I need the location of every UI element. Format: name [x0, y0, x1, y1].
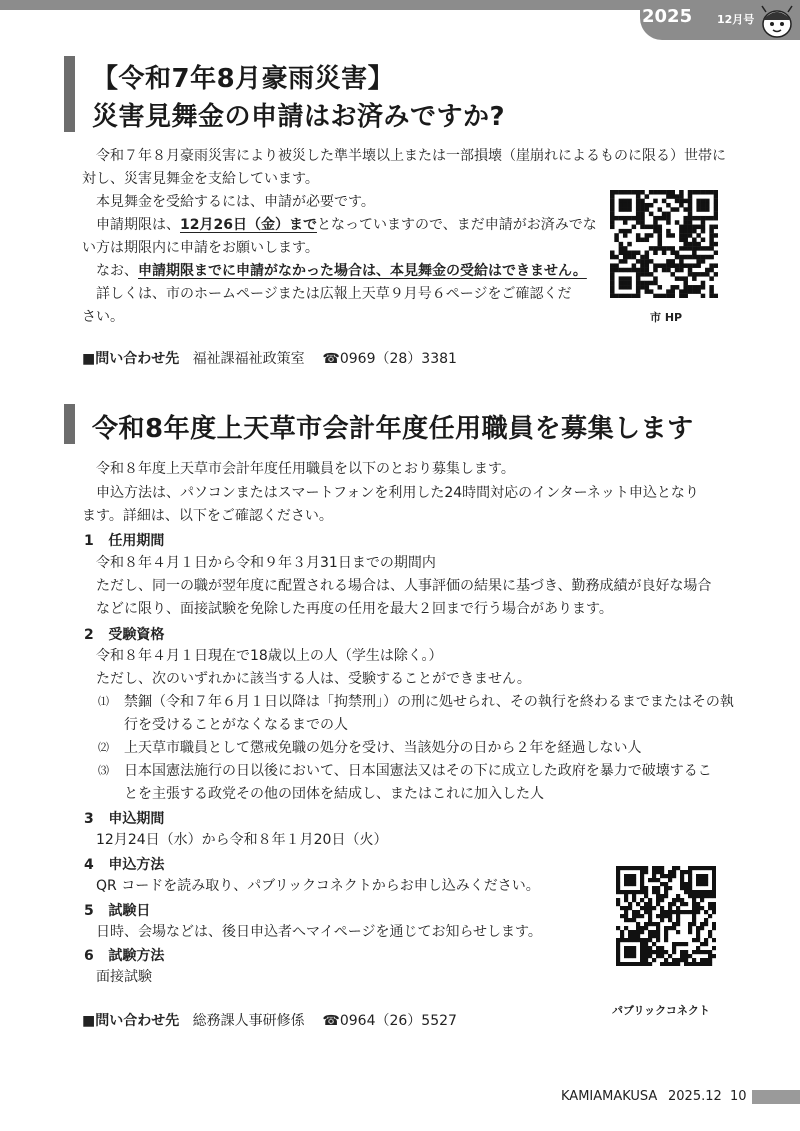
- disq-2-line1: 上天草市職員として懲戒免職の処分を受け、当該処分の日から２年を経過しない人: [124, 740, 642, 756]
- section1-title-line2: 災害見舞金の申請はお済みですか?: [92, 102, 506, 132]
- footer-bar: [752, 1090, 800, 1104]
- s1-para4: なお、申請期限までに申請がなかった場合は、本見舞金の受給はできません。: [96, 263, 587, 279]
- s1-para3-line2: い方は期限内に申請をお願いします。: [82, 240, 319, 256]
- qr-code-city-hp[interactable]: [610, 190, 718, 298]
- qr-code-public-connect[interactable]: [616, 866, 716, 966]
- item-heading-apply-method: 4 申込方法: [84, 857, 165, 873]
- s2-intro1: 令和８年度上天草市会計年度任用職員を以下のとおり募集します。: [96, 461, 515, 477]
- warning-text: 申請期限までに申請がなかった場合は、本見舞金の受給はできません。: [138, 263, 587, 279]
- section2-title: 令和8年度上天草市会計年度任用職員を募集します: [92, 414, 694, 444]
- item-heading-apply-period: 3 申込期間: [84, 811, 165, 827]
- heading-bar: [64, 404, 75, 444]
- term-line3: などに限り、面接試験を免除した再度の任用を最大２回まで行う場合があります。: [96, 601, 613, 617]
- disq-num-2: ⑵: [98, 741, 109, 754]
- s2-contact: ■問い合わせ先 総務課人事研修係 ☎0964（26）5527: [82, 1013, 457, 1029]
- apply-method: QR コードを読み取り、パブリックコネクトからお申し込みください。: [96, 878, 540, 894]
- qr-caption-public-connect: パブリックコネクト: [612, 1004, 710, 1017]
- disq-num-3: ⑶: [98, 764, 109, 777]
- footer-magazine: KAMIAMAKUSA: [561, 1089, 658, 1104]
- s2-intro2-line1: 申込方法は、パソコンまたはスマートフォンを利用した24時間対応のインターネット申込となり: [96, 485, 699, 501]
- apply-period: 12月24日（水）から令和８年１月20日（火）: [96, 832, 388, 848]
- footer-issue: 2025.12: [668, 1089, 722, 1104]
- item-heading-exam-date: 5 試験日: [84, 903, 151, 919]
- item-heading-exam-method: 6 試験方法: [84, 948, 165, 964]
- s1-para5-line1: 詳しくは、市のホームページまたは広報上天草９月号６ページをご確認くだ: [96, 286, 572, 302]
- disq-1-line2: 行を受けることがなくなるまでの人: [124, 717, 348, 733]
- page-number: 10: [730, 1089, 747, 1104]
- qual-line1: 令和８年４月１日現在で18歳以上の人（学生は除く。）: [96, 648, 443, 664]
- issue-month: 12月号: [717, 13, 755, 26]
- section1-title-line1: 【令和7年8月豪雨災害】: [92, 64, 395, 94]
- term-line1: 令和８年４月１日から令和９年３月31日までの期間内: [96, 555, 436, 571]
- disq-3-line2: とを主張する政党その他の団体を結成し、またはこれに加入した人: [124, 786, 544, 802]
- s1-para5-line2: さい。: [82, 309, 124, 325]
- deadline: 12月26日（金）まで: [180, 217, 317, 233]
- exam-method: 面接試験: [96, 969, 152, 985]
- item-heading-qualification: 2 受験資格: [84, 627, 165, 643]
- s1-contact: ■問い合わせ先 福祉課福祉政策室 ☎0969（28）3381: [82, 351, 457, 367]
- s2-intro2-line2: ます。詳細は、以下をご確認ください。: [82, 508, 333, 524]
- disq-1-line1: 禁錮（令和７年６月１日以降は「拘禁刑」）の刑に処せられ、その執行を終わるまでまたはその執: [124, 694, 734, 710]
- mascot-icon: [756, 2, 798, 40]
- s1-para2: 本見舞金を受給するには、申請が必要です。: [96, 194, 375, 210]
- s1-para3: 申請期限は、12月26日（金）までとなっていますので、まだ申請がお済みでな: [96, 217, 597, 233]
- heading-bar: [64, 56, 75, 132]
- qr-caption-city-hp: 市 HP: [650, 311, 683, 324]
- s1-para1-line2: 対し、災害見舞金を支給しています。: [82, 171, 319, 187]
- phone-number: ☎0964（26）5527: [322, 1013, 457, 1029]
- phone-number: ☎0969（28）3381: [322, 351, 457, 367]
- s1-para1-line1: 令和７年８月豪雨災害により被災した準半壊以上または一部損壊（崖崩れによるものに限る）世帯に: [96, 148, 726, 164]
- exam-date: 日時、会場などは、後日申込者へマイページを通じてお知らせします。: [96, 924, 542, 940]
- item-heading-term: 1 任用期間: [84, 533, 165, 549]
- qual-line2: ただし、次のいずれかに該当する人は、受験することができません。: [96, 671, 531, 687]
- term-line2: ただし、同一の職が翌年度に配置される場合は、人事評価の結果に基づき、勤務成績が良好な場合: [96, 578, 712, 594]
- disq-3-line1: 日本国憲法施行の日以後において、日本国憲法又はその下に成立した政府を暴力で破壊するこ: [124, 763, 712, 779]
- issue-year: 2025: [642, 6, 693, 27]
- disq-num-1: ⑴: [98, 695, 109, 708]
